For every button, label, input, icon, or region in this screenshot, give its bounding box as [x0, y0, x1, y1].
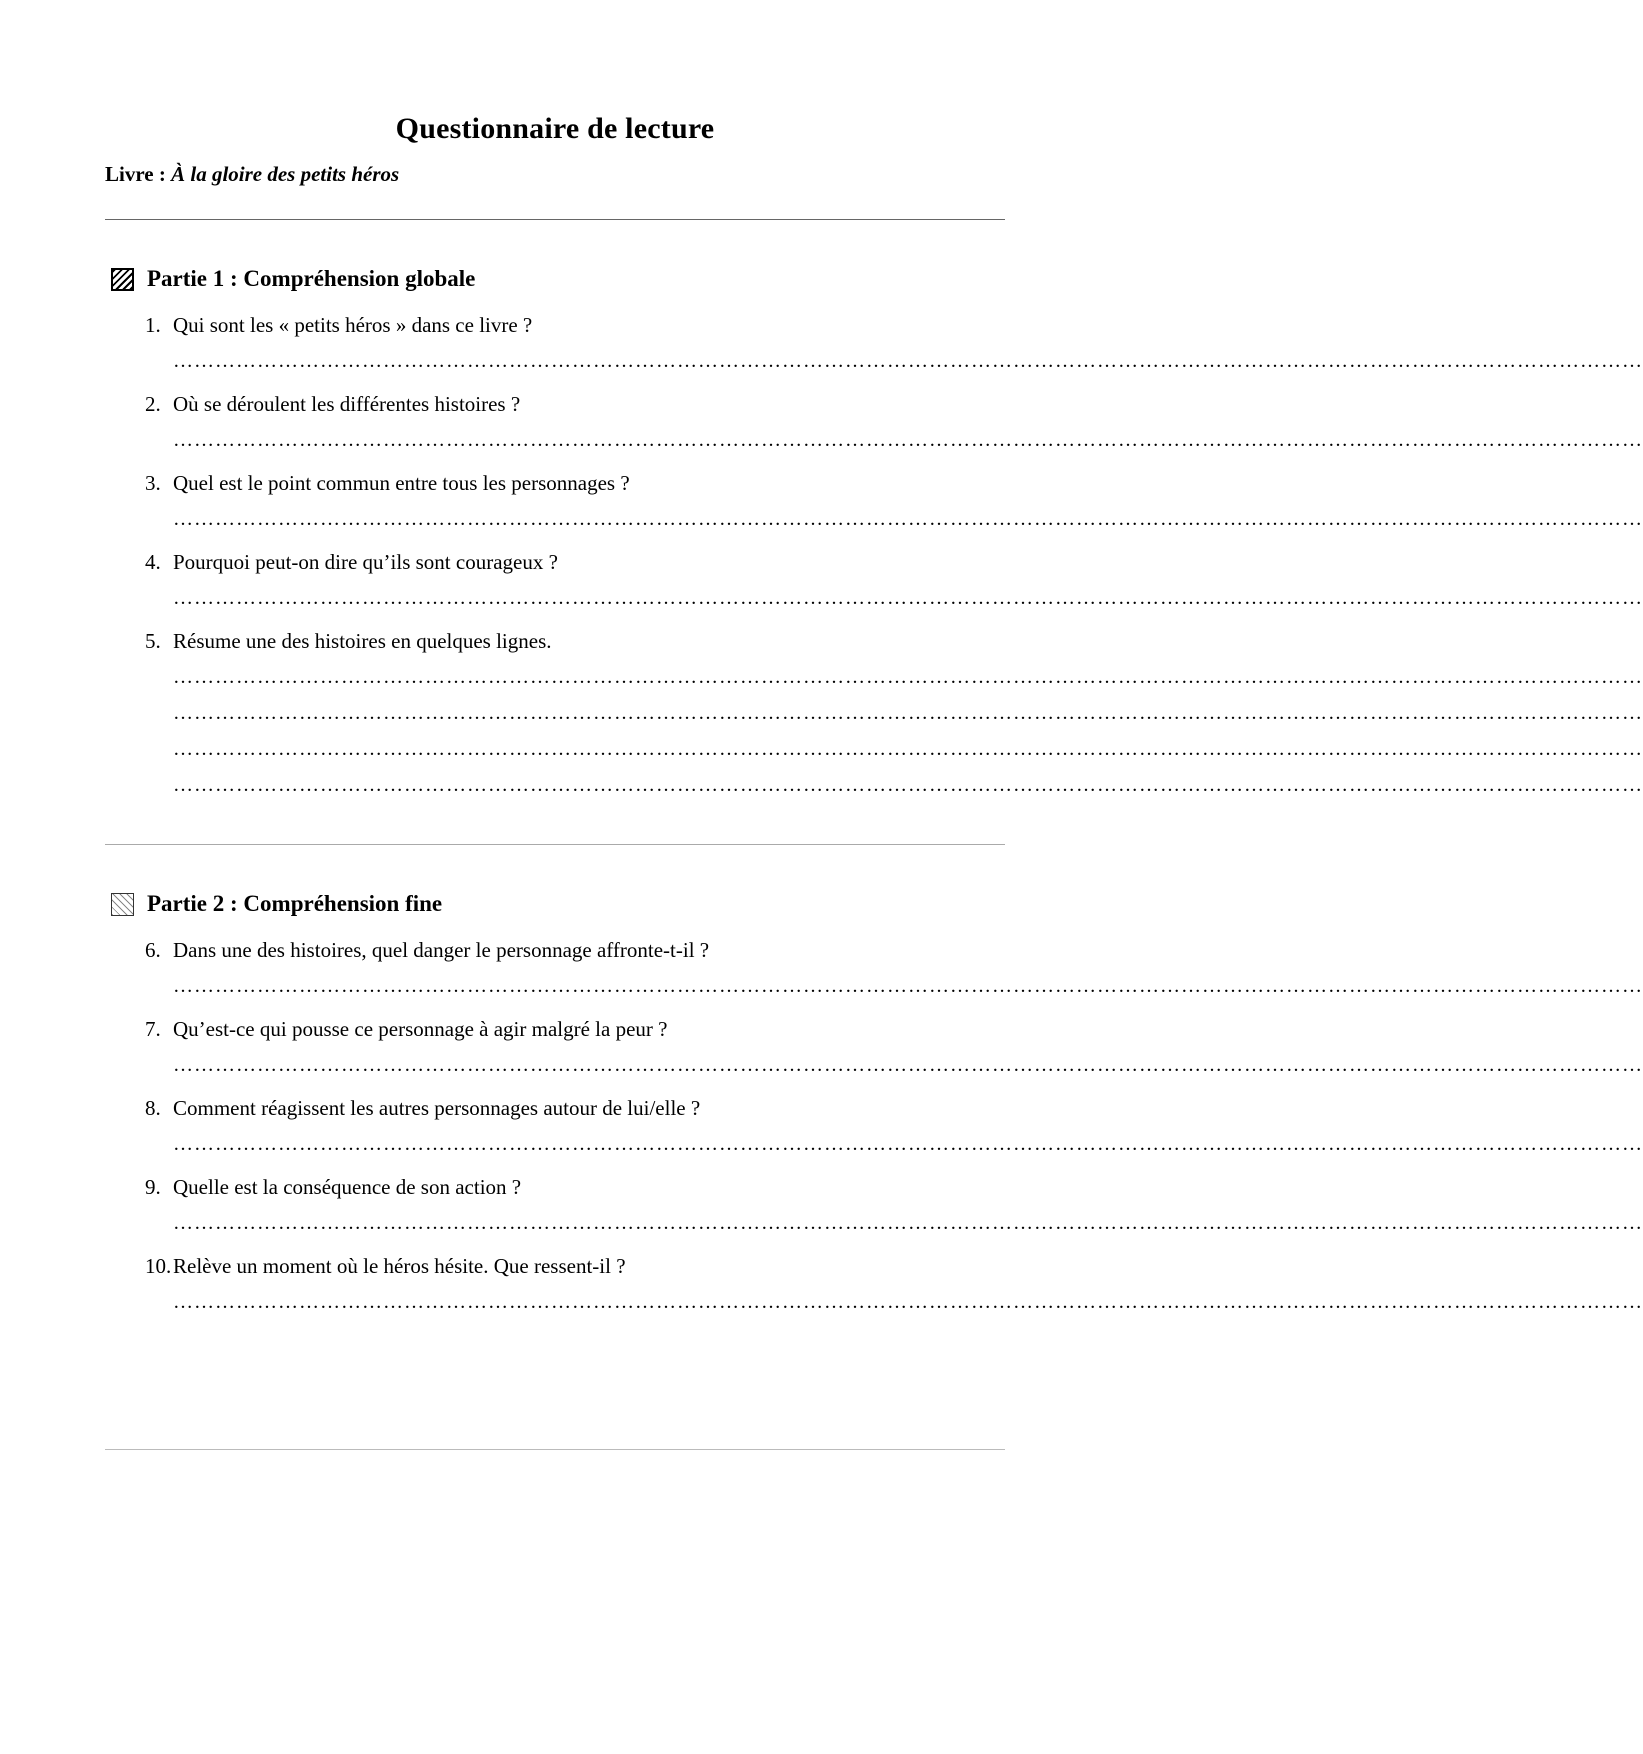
question	[145, 468, 1643, 534]
book-line	[105, 162, 1005, 187]
answer-line: …………………………………………………………………………………………………………………………………………………………………………………………	[173, 1212, 1643, 1234]
section-heading-text: Partie 1 : Compréhension globale	[147, 266, 476, 291]
question	[145, 935, 1643, 1001]
question-list	[145, 935, 1643, 1317]
answer-line: …………………………………………………………………………………………………………………………………………………………………………………………	[173, 975, 1643, 997]
section-partie-1	[105, 266, 1643, 800]
question-number: 1.	[145, 313, 161, 337]
question-text: Résume une des histoires en quelques lignes.	[173, 629, 552, 653]
question-line	[145, 1251, 1005, 1281]
question-text: Quelle est la conséquence de son action ?	[173, 1175, 522, 1199]
question-number: 6.	[145, 938, 161, 962]
answer-line: …………………………………………………………………………………………………………………………………………………………………………………………	[173, 666, 1643, 688]
question-text: Pourquoi peut-on dire qu’ils sont courageux ?	[173, 550, 558, 574]
question	[145, 626, 1643, 800]
hatched-square-light-icon	[111, 893, 134, 916]
answer-line: …………………………………………………………………………………………………………………………………………………………………………………………	[173, 587, 1643, 609]
question-line	[145, 935, 1005, 965]
question-number: 3.	[145, 471, 161, 495]
question-text: Qu’est-ce qui pousse ce personnage à agir malgré la peur ?	[173, 1017, 668, 1041]
question-line	[145, 1172, 1005, 1202]
section-heading	[111, 266, 1005, 292]
question-number: 4.	[145, 550, 161, 574]
section-partie-2	[105, 891, 1643, 1317]
sections	[105, 266, 1643, 1317]
question-line	[145, 547, 1005, 577]
hatched-square-dark-icon	[111, 268, 134, 291]
question	[145, 1093, 1643, 1159]
question-line	[145, 389, 1005, 419]
answer-line: …………………………………………………………………………………………………………………………………………………………………………………………	[173, 350, 1643, 372]
question-number: 10.	[145, 1254, 172, 1278]
question-line	[145, 1014, 1005, 1044]
question-text: Dans une des histoires, quel danger le personnage affronte-t-il ?	[173, 938, 710, 962]
question-list	[145, 310, 1643, 800]
question-line	[145, 626, 1005, 656]
answer-line: …………………………………………………………………………………………………………………………………………………………………………………………	[173, 1291, 1643, 1313]
question-number: 2.	[145, 392, 161, 416]
answer-line: …………………………………………………………………………………………………………………………………………………………………………………………	[173, 702, 1643, 724]
answer-line: …………………………………………………………………………………………………………………………………………………………………………………………	[173, 1054, 1643, 1076]
question	[145, 389, 1643, 455]
top-divider	[105, 219, 1005, 220]
question	[145, 1172, 1643, 1238]
bottom-divider	[105, 1449, 1005, 1450]
question-text: Qui sont les « petits héros » dans ce livre ?	[173, 313, 533, 337]
section-heading-text: Partie 2 : Compréhension fine	[147, 891, 443, 916]
question-text: Où se déroulent les différentes histoires ?	[173, 392, 521, 416]
question	[145, 1251, 1643, 1317]
answer-line: …………………………………………………………………………………………………………………………………………………………………………………………	[173, 429, 1643, 451]
question-line	[145, 468, 1005, 498]
question-text: Relève un moment où le héros hésite. Que ressent-il ?	[173, 1254, 626, 1278]
answer-line: …………………………………………………………………………………………………………………………………………………………………………………………	[173, 508, 1643, 530]
question-number: 9.	[145, 1175, 161, 1199]
question-line	[145, 310, 1005, 340]
question-number: 8.	[145, 1096, 161, 1120]
section-divider	[105, 844, 1005, 845]
book-label: Livre :	[105, 162, 166, 186]
section-heading	[111, 891, 1005, 917]
book-title: À la gloire des petits héros	[171, 162, 400, 186]
question	[145, 547, 1643, 613]
question-text: Comment réagissent les autres personnages autour de lui/elle ?	[173, 1096, 701, 1120]
question-text: Quel est le point commun entre tous les personnages ?	[173, 471, 630, 495]
answer-line: …………………………………………………………………………………………………………………………………………………………………………………………	[173, 1133, 1643, 1155]
question-line	[145, 1093, 1005, 1123]
answer-line: …………………………………………………………………………………………………………………………………………………………………………………………	[173, 738, 1643, 760]
question-number: 5.	[145, 629, 161, 653]
question	[145, 1014, 1643, 1080]
page-title: Questionnaire de lecture	[395, 112, 715, 145]
question-number: 7.	[145, 1017, 161, 1041]
question	[145, 310, 1643, 376]
answer-line: …………………………………………………………………………………………………………………………………………………………………………………………	[173, 774, 1643, 796]
